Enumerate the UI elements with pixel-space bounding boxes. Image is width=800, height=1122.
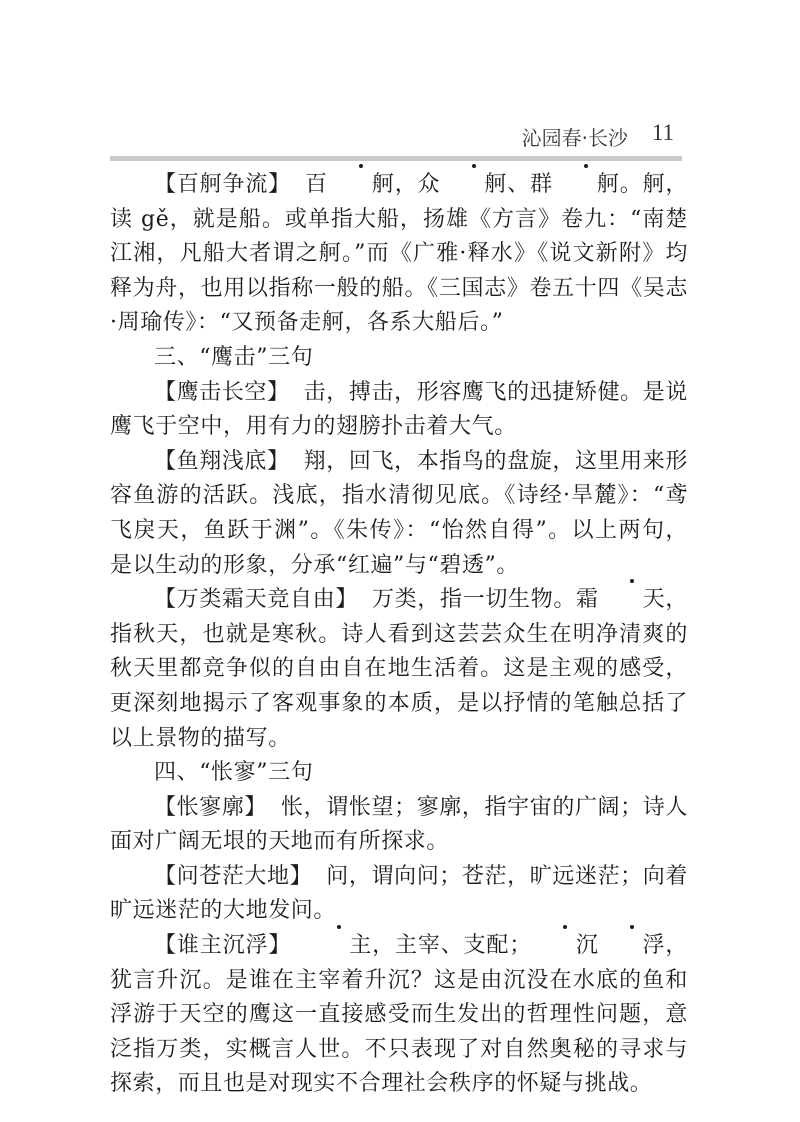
annotation-term: 【万类霜天竞自由】 — [154, 587, 359, 613]
annotation-text: 翔，回飞，本指鸟的盘旋，这里用来形容鱼游的活跃。浅底，指水清彻见底。《诗经·旱麓》：“鸢飞戾天，鱼跃于渊”。《朱传》：“怡然自得”。以上两句，是以生动的形象，分承“红遍”与“碧透”。 — [110, 448, 688, 578]
annotation-term: 【问苍茫大地】 — [154, 863, 313, 889]
emphasis-dot-char: 舸 — [328, 168, 395, 203]
section-heading-yingji: 三、“鹰击”三句 — [154, 344, 314, 370]
annotation-term: 【谁主沉浮】 — [154, 933, 292, 959]
emphasis-dot-char: 浮 — [599, 929, 666, 964]
annotation-shei-zhu-chenfu — [110, 929, 688, 1102]
running-title: 沁园春·长沙 — [521, 126, 628, 150]
annotation-text: ，犹言升沉。是谁在主宰着升沉？这是由沉没在水底的鱼和浮游于天空的鹰这一直接感受而生发出的哲理性问题，意泛指万类，实概言人世。不只表现了对自然奥秘的寻求与探索，而且也是对现实不合理社会秩序的怀疑与挑战。 — [110, 933, 688, 1097]
page-number: 11 — [651, 120, 674, 145]
annotation-text: 百 — [305, 172, 328, 197]
annotation-term: 【鱼翔浅底】 — [154, 448, 290, 474]
annotation-baige-zhengliu — [110, 168, 688, 341]
annotation-body — [110, 168, 688, 1102]
annotation-text: 、群 — [506, 172, 553, 197]
running-header — [110, 118, 682, 161]
annotation-text: ，众 — [394, 172, 441, 197]
annotation-chang-liaokuo — [110, 791, 688, 860]
annotation-term: 【鹰击长空】 — [154, 379, 290, 405]
annotation-yuxiang-qiandi — [110, 445, 688, 583]
annotation-wen-cangmang-dadi — [110, 860, 688, 929]
annotation-text: 击，搏击，形容鹰飞的迅捷矫健。是说鹰飞于空中，用有力的翅膀扑击着大气。 — [110, 379, 688, 440]
annotation-text: ，指秋天，也就是寒秋。诗人看到这芸芸众生在明净清爽的秋天里都竞争似的自由自在地生活着。这是主观的感受，更深刻地揭示了客观事象的本质，是以抒情的笔触总括了以上景物的描写。 — [110, 587, 688, 751]
annotation-text: ，主宰、支配； — [371, 933, 532, 959]
emphasis-dot-char: 舸 — [553, 168, 620, 203]
emphasis-dot-char: 沉 — [532, 929, 599, 964]
annotation-text: 。舸，读 gě，就是船。或单指大船，扬雄《方言》卷九：“南楚江湘，凡船大者谓之舸。”而《广雅·释水》《说文新附》均释为舟，也用以指称一般的船。《三国志》卷五十四《吴志·周瑜传》：“又预备走舸，各系大船后。” — [110, 172, 689, 336]
emphasis-dot-char: 主 — [305, 929, 372, 964]
annotation-text: 问，谓向问；苍茫，旷远迷茫；向着旷远迷茫的大地发问。 — [110, 863, 688, 924]
annotation-term: 【怅寥廓】 — [154, 794, 268, 820]
emphasis-dot-char: 天 — [599, 583, 666, 618]
annotation-yingji-changkong — [110, 376, 688, 445]
annotation-text: 万类，指一切生物。霜 — [372, 587, 599, 613]
annotation-wanlei-shuangtian — [110, 583, 688, 756]
annotation-term: 【百舸争流】 — [154, 172, 292, 197]
emphasis-dot-char: 舸 — [440, 168, 507, 203]
section-heading-changliao: 四、“怅寥”三句 — [154, 760, 314, 786]
annotation-text: 怅，谓怅望；寥廓，指宇宙的广阔；诗人面对广阔无垠的天地而有所探求。 — [110, 794, 688, 855]
